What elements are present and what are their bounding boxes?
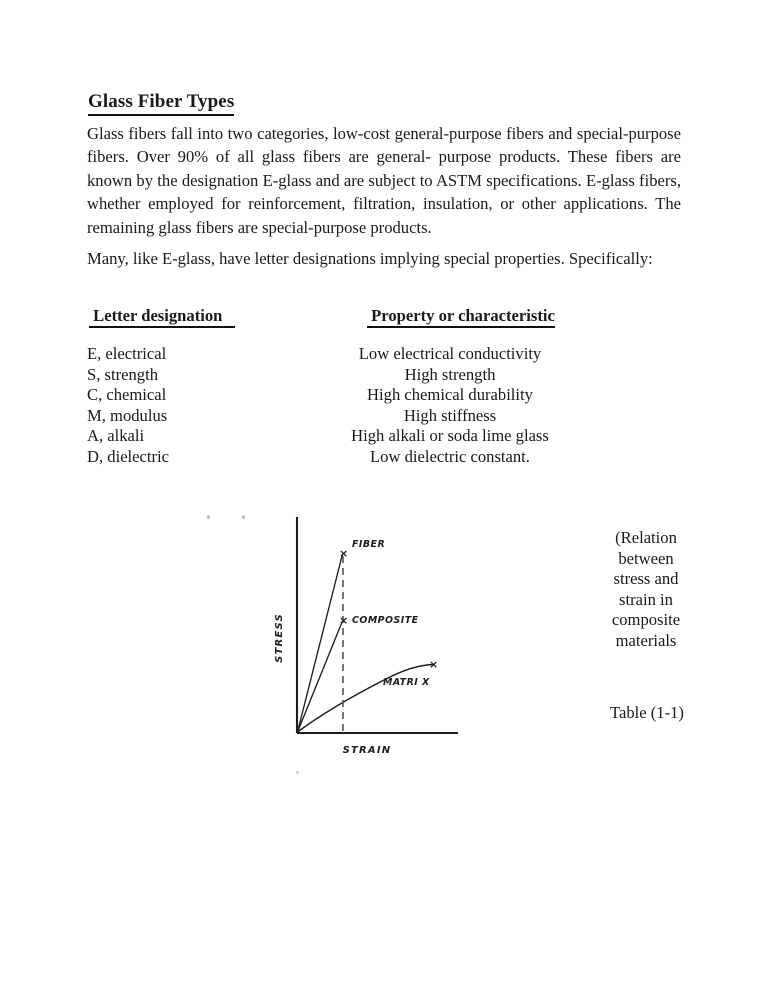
column-header-property: Property or characteristic <box>367 306 555 328</box>
cell-designation: A, alkali <box>87 426 145 446</box>
marker-composite-endpoint: × <box>339 614 349 627</box>
cell-designation: M, modulus <box>87 405 168 425</box>
stress-strain-chart <box>252 498 492 788</box>
designation-intro-paragraph: Many, like E-glass, have letter designations implying special properties. Specifically: <box>87 249 653 268</box>
table-row <box>87 344 681 365</box>
marker-fiber-endpoint: × <box>339 547 349 560</box>
x-axis-label: STRAIN <box>342 745 392 756</box>
series-label-composite: COMPOSITE <box>352 615 419 626</box>
letter-designation-table <box>87 306 681 466</box>
cell-property: High stiffness <box>403 405 497 425</box>
table-row <box>87 365 681 386</box>
series-line-fiber <box>298 554 343 732</box>
cell-property: High strength <box>404 364 496 384</box>
series-label-fiber: FIBER <box>352 539 386 550</box>
cell-property: High chemical durability <box>367 385 533 405</box>
cell-designation: S, strength <box>87 364 158 384</box>
table-caption: Table (1-1) <box>610 703 684 722</box>
cell-property: High alkali or soda lime glass <box>351 426 549 446</box>
figure-caption: (Relation between stress and strain in composite materials <box>611 528 681 650</box>
series-curve-matrix <box>298 665 434 733</box>
series-line-composite <box>298 621 343 732</box>
scan-artifact-speck <box>242 515 245 519</box>
stress-strain-figure <box>252 498 492 788</box>
cell-property: Low dielectric constant. <box>370 446 530 466</box>
cell-designation: C, chemical <box>87 385 167 405</box>
cell-designation: E, electrical <box>87 344 167 363</box>
page-title: Glass Fiber Types <box>88 92 234 116</box>
series-label-matrix: MATRI X <box>383 677 430 688</box>
table-row <box>87 385 681 406</box>
column-header-letter-designation: Letter designation <box>89 306 235 328</box>
table-row <box>87 447 681 468</box>
intro-paragraph: Glass fibers fall into two categories, low-cost general-purpose fibers and special-purpose fibers. Over 90% of all glass fibers are general- purpose products. These fibers are known by the designation E-glass and are subject to ASTM specifications. E-glass fibers, whether employed for reinforcement, filtration, insulation, or other applications. The remaining glass fibers are special-purpose products. <box>87 124 681 237</box>
scan-artifact-speck <box>207 515 210 519</box>
table-row <box>87 426 681 447</box>
table-header-row <box>87 306 681 336</box>
cell-property: Low electrical conductivity <box>358 344 542 363</box>
cell-designation: D, dielectric <box>87 446 170 466</box>
table-row <box>87 406 681 427</box>
marker-matrix-endpoint: × <box>429 658 439 671</box>
y-axis-label: STRESS <box>274 613 285 663</box>
table-body <box>87 344 681 468</box>
